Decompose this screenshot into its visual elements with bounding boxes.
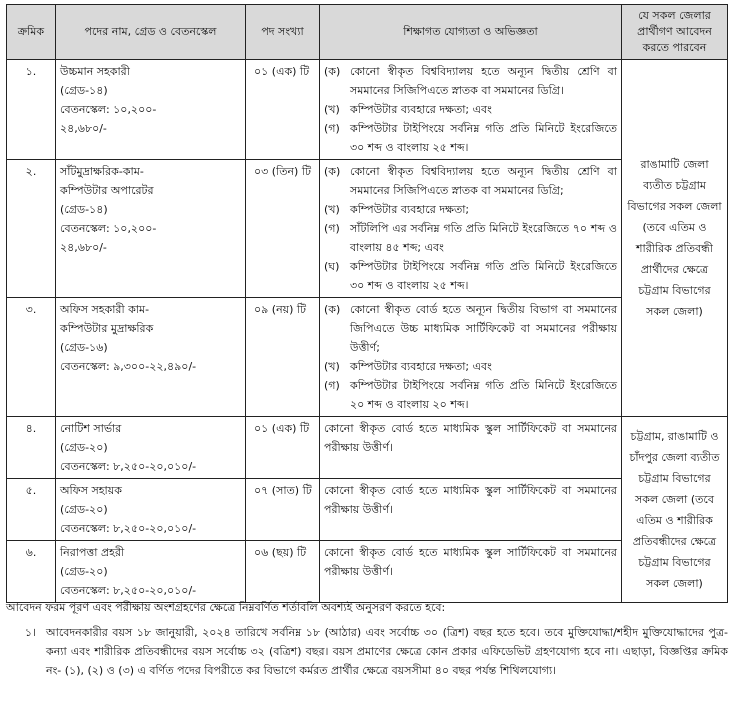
post-name: অফিস সহায়ক (60, 484, 122, 497)
table-row (7, 60, 728, 160)
post-name: নোটিশ সার্ভার (60, 422, 122, 435)
district-eligibility-group-2: চট্টগ্রাম, রাঙামাটি ও চাঁদপুর জেলা ব্যতীত চট্টগ্রাম বিভাগের সকল জেলা (তবে এতিম ও শারীরিক প্রতিবন্ধীদের ক্ষেত্রে চট্টগ্রাম বিভাগের সকল জেলা) (622, 417, 728, 603)
row-post (56, 298, 246, 417)
qualification-mark: (ক) (324, 65, 341, 78)
qualification-text: কোনো স্বীকৃত বিশ্ববিদ্যালয় হতে অন্যূন দ্বিতীয় শ্রেণি বা সমমানের সিজিপিএতে স্নাতক বা সমমানের ডিগ্রি। (350, 65, 617, 97)
qualification-text: কম্পিউটার ব্যবহারে দক্ষতা; এবং (350, 360, 492, 373)
row-serial: ১. (7, 60, 56, 160)
post-pay-scale: বেতনস্কেল: ৯,৩০০-২২,৪৯০/- (60, 360, 197, 373)
row-count: ০৭ (সাত) টি (246, 479, 320, 541)
post-name: অফিস সহকারী কাম- (60, 303, 150, 316)
qualification-text: কোনো স্বীকৃত বোর্ড হতে মাধ্যমিক স্কুল সার্টিফিকেট বা সমমানের পরীক্ষায় উত্তীর্ণ। (324, 422, 617, 454)
qualification-text: কম্পিউটার টাইপিংয়ে সর্বনিম্ন গতি প্রতি মিনিটে ইংরেজিতে ২০ শব্দ ও বাংলায় ২০ শব্দ। (350, 379, 617, 411)
header-post: পদের নাম, গ্রেড ও বেতনস্কেল (56, 5, 246, 60)
qualification-text: কোনো স্বীকৃত বোর্ড হতে মাধ্যমিক স্কুল সার্টিফিকেট বা সমমানের পরীক্ষায় উত্তীর্ণ। (324, 484, 617, 516)
row-post (56, 417, 246, 479)
post-grade: (গ্রেড-১৬) (60, 341, 108, 354)
qualification-text: কম্পিউটার ব্যবহারে দক্ষতা; এবং (350, 103, 492, 116)
qualification-mark: (গ) (324, 222, 340, 235)
conditions-heading: আবেদন ফরম পূরণ এবং পরীক্ষায় অংশগ্রহণের ক্ষেত্রে নিম্নবর্ণিত শর্তাবলি অবশ্যই অনুসরণ করতে হবে: (6, 601, 446, 614)
district-eligibility-group-1: রাঙামাটি জেলা ব্যতীত চট্টগ্রাম বিভাগের সকল জেলা (তবে এতিম ও শারীরিক প্রতিবন্ধী প্রার্থীদের ক্ষেত্রে চট্টগ্রাম বিভাগের সকল জেলা) (622, 60, 728, 417)
row-qualification (320, 298, 622, 417)
row-serial: ৪. (7, 417, 56, 479)
table-header-row (7, 5, 728, 60)
qualification-item (324, 119, 617, 157)
row-serial: ৫. (7, 479, 56, 541)
qualification-item (324, 257, 617, 295)
row-count: ০৯ (নয়) টি (246, 298, 320, 417)
row-count: ০১ (এক) টি (246, 417, 320, 479)
qualification-text: কোনো স্বীকৃত বিশ্ববিদ্যালয় হতে অন্যূন দ্বিতীয় শ্রেণি বা সমমানের সিজিপিএতে স্নাতক বা সমমানের ডিগ্রি; (350, 165, 617, 197)
row-post (56, 479, 246, 541)
table-row (7, 417, 728, 479)
post-name: নিরাপত্তা প্রহরী (60, 546, 125, 559)
post-pay-scale: বেতনস্কেল: ১০,২০০- (60, 222, 157, 235)
row-serial: ২. (7, 160, 56, 298)
condition-item (6, 623, 728, 680)
qualification-text: কম্পিউটার টাইপিংয়ে সর্বনিম্ন গতি প্রতি মিনিটে ইংরেজিতে ৩০ শব্দ ও বাংলায় ২৫ শব্দ। (350, 260, 617, 292)
qualification-mark: (ঘ) (324, 260, 340, 273)
qualification-item (324, 62, 617, 100)
row-post (56, 160, 246, 298)
post-grade: (গ্রেড-১৪) (60, 203, 108, 216)
row-qualification (320, 60, 622, 160)
qualification-text: কম্পিউটার ব্যবহারে দক্ষতা; (350, 203, 470, 216)
row-count: ০১ (এক) টি (246, 60, 320, 160)
post-name: উচ্চমান সহকারী (60, 65, 130, 78)
post-grade: (গ্রেড-২০) (60, 441, 108, 454)
qualification-text: কম্পিউটার টাইপিংয়ে সর্বনিম্ন গতি প্রতি মিনিটে ইংরেজিতে ৩০ শব্দ ও বাংলায় ২৫ শব্দ। (350, 122, 617, 154)
qualification-item (324, 162, 617, 200)
qualification-text: কোনো স্বীকৃত বোর্ড হতে মাধ্যমিক স্কুল সার্টিফিকেট বা সমমানের পরীক্ষায় উত্তীর্ণ। (324, 546, 617, 578)
row-post (56, 60, 246, 160)
qualification-mark: (ক) (324, 165, 341, 178)
qualification-item (324, 357, 617, 376)
post-pay-scale: বেতনস্কেল: ৮,২৫০-২০,০১০/- (60, 460, 197, 473)
posts-table (6, 4, 728, 603)
post-pay-scale-cont: ২৪,৬৮০/- (60, 241, 107, 254)
post-pay-scale: বেতনস্কেল: ১০,২০০- (60, 103, 157, 116)
condition-text: আবেদনকারীর বয়স ১৮ জানুয়ারী, ২০২৪ তারিখে সর্বনিম্ন ১৮ (আঠার) এবং সর্বোচ্চ ৩০ (ত্রিশ) বছর হতে হবে। তবে মুক্তিযোদ্ধা/শহীদ মুক্তিযোদ্ধাদের পুত্র-কন্যা এবং শারীরিক প্রতিবন্ধীদের বয়স সর্বোচ্চ ৩২ (বত্রিশ) বছর। বয়স প্রমাণের ক্ষেত্রে কোন প্রকার এফিডেভিট গ্রহণযোগ্য হবে না। এছাড়া, বিজ্ঞপ্তির ক্রমিক নং- (১), (২) ও (৩) এ বর্ণিত পদের বিপরীতে কর বিভাগে কর্মরত প্রার্থীর ক্ষেত্রে বয়সসীমা ৪০ বছর পর্যন্ত শিথিলযোগ্য। (46, 626, 728, 677)
row-qualification (320, 479, 622, 541)
qualification-item (324, 100, 617, 119)
qualification-mark: (খ) (324, 203, 340, 216)
post-grade: (গ্রেড-২০) (60, 503, 108, 516)
qualification-mark: (গ) (324, 379, 340, 392)
qualification-mark: (খ) (324, 360, 340, 373)
table-row (7, 479, 728, 541)
post-name-cont: কম্পিউটার মুদ্রাক্ষরিক (60, 322, 154, 335)
table-row (7, 541, 728, 603)
row-post (56, 541, 246, 603)
post-pay-scale: বেতনস্কেল: ৮,২৫০-২০,০১০/- (60, 522, 197, 535)
post-name-cont: কম্পিউটার অপারেটর (60, 184, 154, 197)
header-serial: ক্রমিক (7, 5, 56, 60)
qualification-mark: (গ) (324, 122, 340, 135)
post-pay-scale: বেতনস্কেল: ৮,২৫০-২০,০১০/- (60, 584, 197, 597)
post-grade: (গ্রেড-১৪) (60, 84, 108, 97)
qualification-item (324, 300, 617, 357)
qualification-item (324, 200, 617, 219)
row-count: ০৩ (তিন) টি (246, 160, 320, 298)
post-grade: (গ্রেড-২০) (60, 565, 108, 578)
row-qualification (320, 417, 622, 479)
qualification-mark: (খ) (324, 103, 340, 116)
qualification-item (324, 219, 617, 257)
condition-number: ১। (24, 626, 36, 639)
row-count: ০৬ (ছয়) টি (246, 541, 320, 603)
row-qualification (320, 160, 622, 298)
table-row (7, 160, 728, 298)
table-row (7, 298, 728, 417)
qualification-text: কোনো স্বীকৃত বোর্ড হতে অন্যূন দ্বিতীয় বিভাগ বা সমমানের জিপিএতে উচ্চ মাধ্যমিক সার্টিফিকেট বা সমমানের পরীক্ষায় উত্তীর্ণ; (350, 303, 617, 354)
row-qualification (320, 541, 622, 603)
qualification-item (324, 376, 617, 414)
header-count: পদ সংখ্যা (246, 5, 320, 60)
row-serial: ৩. (7, 298, 56, 417)
application-conditions (6, 598, 728, 680)
qualification-mark: (ক) (324, 303, 341, 316)
header-qualification: শিক্ষাগত যোগ্যতা ও অভিজ্ঞতা (320, 5, 622, 60)
post-name: সাঁটমুদ্রাক্ষরিক-কাম- (60, 165, 144, 178)
post-pay-scale-cont: ২৪,৬৮০/- (60, 122, 107, 135)
header-districts: যে সকল জেলার প্রার্থীগণ আবেদন করতে পারবেন (622, 5, 728, 60)
row-serial: ৬. (7, 541, 56, 603)
qualification-text: সাঁটলিপি এর সর্বনিম্ন গতি প্রতি মিনিটে ইংরেজিতে ৭০ শব্দ ও বাংলায় ৪৫ শব্দ; এবং (350, 222, 617, 254)
